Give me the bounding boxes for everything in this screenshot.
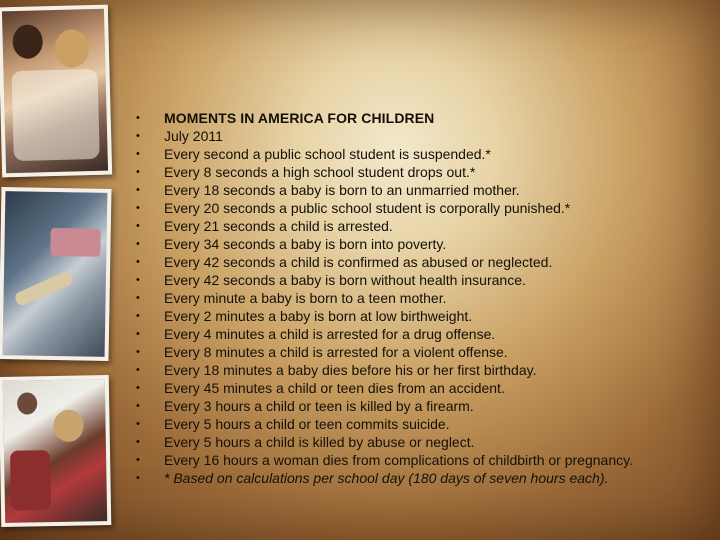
classroom-photo [0,375,111,527]
list-item [136,289,706,307]
bullet-icon: • [136,202,140,214]
list-item-text: July 2011 [164,128,223,144]
footnote [136,469,706,487]
list-item-text: Every 21 seconds a child is arrested. [164,218,393,234]
list-item-text: Every minute a baby is born to a teen mother. [164,290,447,306]
bullet-icon: • [136,238,140,250]
bullet-icon: • [136,220,140,232]
list-item-text: Every 5 hours a child or teen commits suicide. [164,416,450,432]
list-item-text: Every 20 seconds a public school student is corporally punished.* [164,200,571,216]
slide-title [136,109,706,127]
list-item [136,181,706,199]
bullet-icon: • [136,382,140,394]
bullet-icon: • [136,166,140,178]
list-item-text: Every 18 minutes a baby dies before his or her first birthday. [164,362,537,378]
list-item-text: Every 16 hours a woman dies from complications of childbirth or pregnancy. [164,452,633,468]
list-item-text: Every second a public school student is suspended.* [164,146,491,162]
list-item [136,199,706,217]
list-item-text: Every 5 hours a child is killed by abuse or neglect. [164,434,475,450]
bullet-icon: • [136,274,140,286]
list-item-text: Every 3 hours a child or teen is killed by a firearm. [164,398,474,414]
bullet-icon: • [136,184,140,196]
list-item-text: Every 45 minutes a child or teen dies from an accident. [164,380,505,396]
students-studying-photo [0,5,112,178]
bullet-list [136,109,706,487]
list-item [136,379,706,397]
list-item [136,163,706,181]
bullet-icon: • [136,472,140,484]
list-item-text: Every 4 minutes a child is arrested for a drug offense. [164,326,496,342]
list-item-text: MOMENTS IN AMERICA FOR CHILDREN [164,110,435,126]
list-item-text: Every 2 minutes a baby is born at low birthweight. [164,308,473,324]
bullet-icon: • [136,328,140,340]
list-item [136,145,706,163]
bullet-icon: • [136,418,140,430]
bullet-icon: • [136,364,140,376]
bullet-icon: • [136,346,140,358]
bullet-icon: • [136,310,140,322]
bullet-icon: • [136,400,140,412]
list-item [136,325,706,343]
desk-books-photo [0,187,111,361]
list-item [136,415,706,433]
list-item-text: * Based on calculations per school day (180 days of seven hours each). [164,470,609,486]
bullet-icon: • [136,454,140,466]
bullet-icon: • [136,148,140,160]
list-item-text: Every 8 seconds a high school student drops out.* [164,164,476,180]
list-item [136,361,706,379]
bullet-icon: • [136,112,140,124]
list-item [136,433,706,451]
list-item [136,307,706,325]
list-item [136,343,706,361]
list-item [136,397,706,415]
list-item [136,235,706,253]
bullet-icon: • [136,256,140,268]
list-item-text: Every 8 minutes a child is arrested for a violent offense. [164,344,508,360]
list-item [136,253,706,271]
list-item-text: Every 42 seconds a baby is born without health insurance. [164,272,526,288]
bullet-icon: • [136,436,140,448]
list-item [136,217,706,235]
bullet-icon: • [136,130,140,142]
list-item-text: Every 34 seconds a baby is born into poverty. [164,236,447,252]
list-item-text: Every 18 seconds a baby is born to an unmarried mother. [164,182,520,198]
list-item-text: Every 42 seconds a child is confirmed as abused or neglected. [164,254,553,270]
list-item [136,127,706,145]
photo-strip [0,0,118,540]
bullet-icon: • [136,292,140,304]
list-item [136,271,706,289]
list-item [136,451,706,469]
